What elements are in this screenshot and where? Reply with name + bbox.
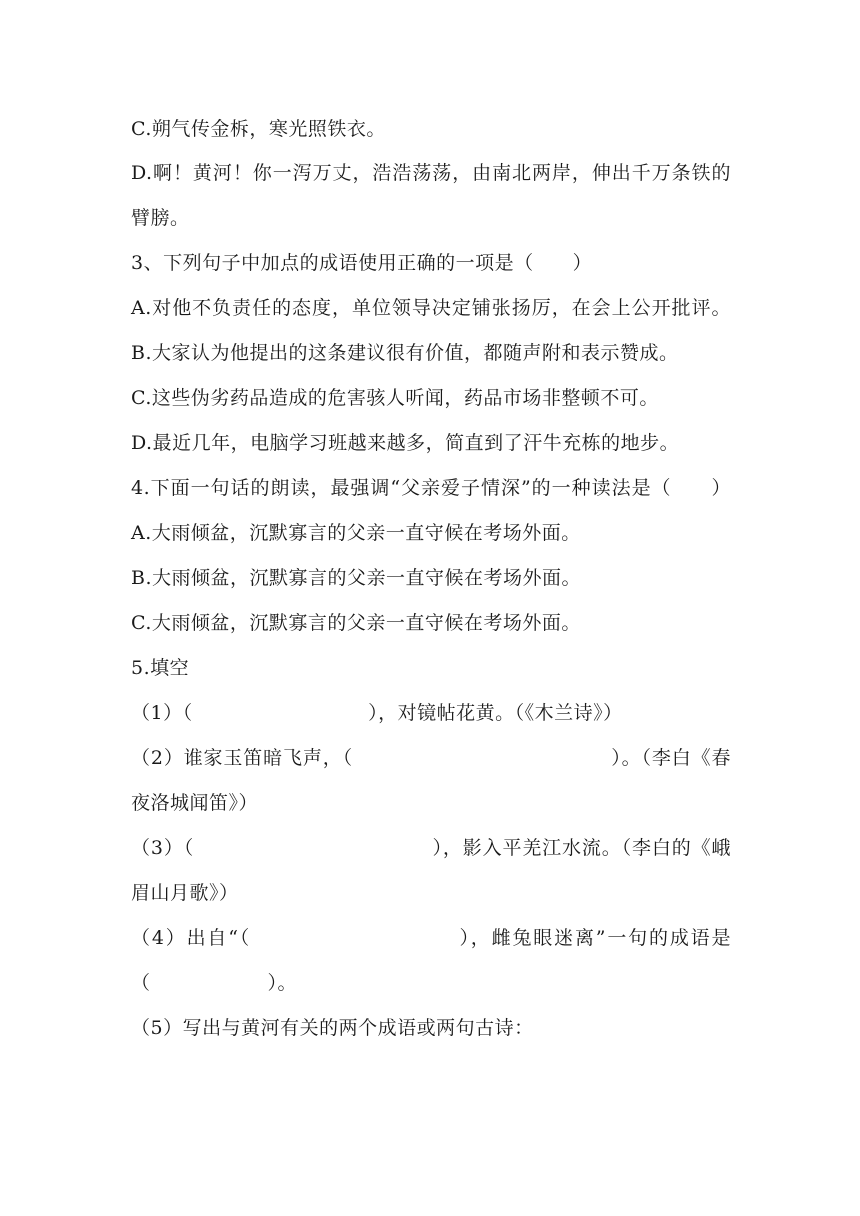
q4-stem: 4.下面一句话的朗读，最强调“父亲爱子情深”的一种读法是（ ） <box>131 477 731 499</box>
q2-option-d-line2: 臂膀。 <box>131 207 190 229</box>
q2-option-d-line1: D.啊！黄河！你一泻万丈，浩浩荡荡，由南北两岸，伸出千万条铁的 <box>131 162 731 184</box>
q3-stem: 3、下列句子中加点的成语使用正确的一项是（ ） <box>131 252 593 274</box>
q2-option-c: C.朔气传金柝，寒光照铁衣。 <box>131 118 386 140</box>
q5-item-2-line2: 夜洛城闻笛》） <box>131 792 259 814</box>
q3-option-d: D.最近几年，电脑学习班越来越多，简直到了汗牛充栋的地步。 <box>131 432 680 454</box>
q5-item-4-line1: （4）出自“（ ），雌兔眼迷离”一句的成语是 <box>131 927 731 949</box>
q5-item-1: （1）（ ），对镜帖花黄。（《木兰诗》） <box>131 702 623 724</box>
q4-option-c: C.大雨倾盆，沉默寡言的父亲一直守候在考场外面。 <box>131 612 581 634</box>
q5-stem: 5.填空 <box>131 657 190 679</box>
q5-item-3-line2: 眉山月歌》） <box>131 882 239 904</box>
q4-option-a: A.大雨倾盆，沉默寡言的父亲一直守候在考场外面。 <box>131 522 581 544</box>
q3-option-a: A.对他不负责任的态度，单位领导决定铺张扬厉，在会上公开批评。 <box>131 297 731 319</box>
q3-option-c: C.这些伪劣药品造成的危害骇人听闻，药品市场非整顿不可。 <box>131 387 659 409</box>
q5-item-2-line1: （2）谁家玉笛暗飞声，（ ）。（李白《春 <box>131 747 731 769</box>
q3-option-b: B.大家认为他提出的这条建议很有价值，都随声附和表示赞成。 <box>131 342 679 364</box>
q4-option-b: B.大雨倾盆，沉默寡言的父亲一直守候在考场外面。 <box>131 567 582 589</box>
q5-item-5: （5）写出与黄河有关的两个成语或两句古诗： <box>131 1017 534 1039</box>
q5-item-4-line2: （ ）。 <box>131 972 298 994</box>
q5-item-3-line1: （3）（ ），影入平羌江水流。（李白的《峨 <box>131 837 731 859</box>
